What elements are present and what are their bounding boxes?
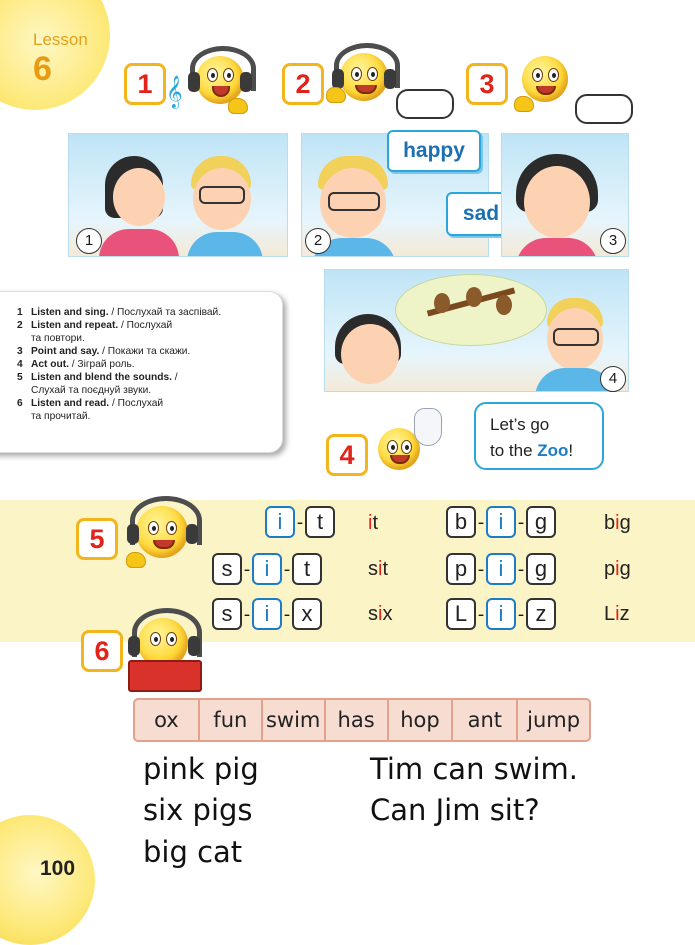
singing-smiley-icon bbox=[188, 48, 254, 114]
blend-word-sit: sit bbox=[368, 558, 389, 580]
reading-right-2: Can Jim sit? bbox=[370, 793, 540, 827]
letter-box: g bbox=[526, 506, 556, 538]
letter-box: t bbox=[305, 506, 335, 538]
letter-box: g bbox=[526, 553, 556, 585]
music-note-icon: 𝄞 bbox=[166, 75, 183, 108]
instruction-1: 1 Listen and sing. / Послухай та заспівай. bbox=[17, 307, 222, 318]
reading-smiley-icon bbox=[124, 608, 204, 692]
instruction-5-cont: Слухай та поєднуй звуки. bbox=[31, 385, 152, 396]
panel-3-number: 3 bbox=[600, 228, 626, 254]
instructions-box bbox=[0, 291, 283, 453]
listening-smiley-icon bbox=[332, 45, 398, 111]
letter-box: i bbox=[486, 598, 516, 630]
letter-box: x bbox=[292, 598, 322, 630]
page-number: 100 bbox=[40, 857, 76, 880]
instruction-4: 4 Act out. / Зіграй роль. bbox=[17, 359, 135, 370]
blend-row-six: s - i - x bbox=[212, 598, 322, 630]
letter-box: s bbox=[212, 598, 242, 630]
letter-box: b bbox=[446, 506, 476, 538]
word-card-sad: sad bbox=[446, 192, 516, 236]
task-1-number: 1 bbox=[124, 63, 166, 105]
task-2-number: 2 bbox=[282, 63, 324, 105]
word-strip bbox=[133, 698, 591, 742]
letter-box: p bbox=[446, 553, 476, 585]
letter-box: i bbox=[486, 553, 516, 585]
instruction-3: 3 Point and say. / Покажи та скажи. bbox=[17, 346, 191, 357]
speech-bubble-zoo bbox=[474, 402, 604, 470]
reading-left-3: big cat bbox=[143, 835, 243, 869]
picture-panel-4 bbox=[324, 269, 629, 392]
blend-row-pig: p - i - g bbox=[446, 553, 556, 585]
blend-word-six: six bbox=[368, 603, 393, 625]
word-card-happy: happy bbox=[387, 130, 481, 172]
blend-row-liz: L - i - z bbox=[446, 598, 556, 630]
task-5-number: 5 bbox=[76, 518, 118, 560]
instruction-2: 2 Listen and repeat. / Послухай bbox=[17, 320, 173, 331]
letter-box: i bbox=[486, 506, 516, 538]
lesson-number: 6 bbox=[33, 50, 52, 88]
word-strip-cell: hop bbox=[389, 700, 454, 740]
reading-left-1: pink pig bbox=[143, 752, 259, 786]
instruction-2-cont: та повтори. bbox=[31, 333, 85, 344]
task-4-number: 4 bbox=[326, 434, 368, 476]
letter-box: i bbox=[252, 598, 282, 630]
speech-bubble-3 bbox=[575, 94, 633, 124]
instruction-6: 6 Listen and read. / Послухай bbox=[17, 398, 164, 409]
blend-row-sit: s - i - t bbox=[212, 553, 322, 585]
letter-box: z bbox=[526, 598, 556, 630]
letter-box: L bbox=[446, 598, 476, 630]
task-3-number: 3 bbox=[466, 63, 508, 105]
word-strip-cell: has bbox=[326, 700, 389, 740]
speaking-smiley-icon bbox=[516, 52, 576, 114]
panel-2-number: 2 bbox=[305, 228, 331, 254]
thought-bubble-monkeys bbox=[395, 274, 547, 346]
speech-bubble-2 bbox=[396, 89, 454, 119]
book-icon bbox=[128, 660, 202, 692]
letter-box: t bbox=[292, 553, 322, 585]
letter-box: i bbox=[265, 506, 295, 538]
blend-word-it: it bbox=[368, 512, 379, 534]
zoo-line-1: Let’s go bbox=[490, 415, 550, 434]
zoo-line-2: to the Zoo! bbox=[490, 441, 574, 460]
word-strip-cell: jump bbox=[527, 708, 581, 732]
instruction-6-cont: та прочитай. bbox=[31, 411, 91, 422]
lesson-badge bbox=[0, 0, 110, 110]
word-strip-cell: swim bbox=[263, 700, 326, 740]
reading-right-1: Tim can swim. bbox=[370, 752, 579, 786]
blend-row-it: i - t bbox=[265, 506, 335, 538]
panel-4-number: 4 bbox=[600, 366, 626, 392]
blend-row-big: b - i - g bbox=[446, 506, 556, 538]
instruction-5: 5 Listen and blend the sounds. / bbox=[17, 372, 178, 383]
reading-left-2: six pigs bbox=[143, 793, 253, 827]
word-strip-cell: ox bbox=[135, 700, 200, 740]
word-strip-cell: fun bbox=[200, 700, 263, 740]
word-strip-cell: ant bbox=[453, 700, 518, 740]
letter-box: s bbox=[212, 553, 242, 585]
blend-word-liz: Liz bbox=[604, 603, 630, 625]
blend-word-big: big bbox=[604, 512, 631, 534]
theatre-mask-icon bbox=[414, 408, 442, 446]
lesson-label: Lesson bbox=[33, 30, 88, 49]
panel-1-number: 1 bbox=[76, 228, 102, 254]
blend-word-pig: pig bbox=[604, 558, 631, 580]
acting-smiley-icon bbox=[374, 406, 454, 476]
task-6-number: 6 bbox=[81, 630, 123, 672]
listening-smiley-5-icon bbox=[124, 494, 202, 576]
letter-box: i bbox=[252, 553, 282, 585]
